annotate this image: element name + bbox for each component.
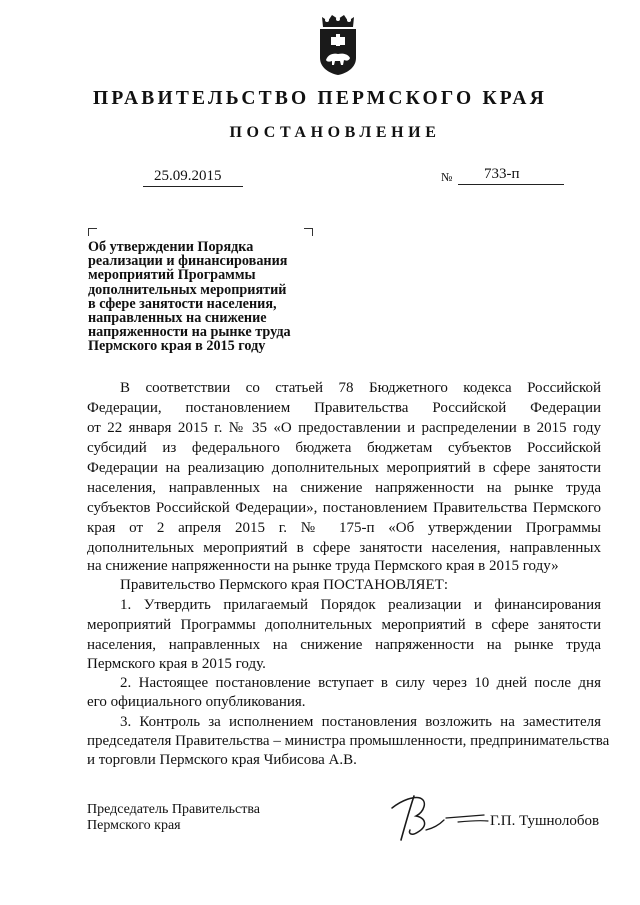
signatory-name: Г.П. Тушнолобов	[490, 813, 600, 829]
subject-corner-mark-left	[88, 228, 97, 236]
subject-line: дополнительных мероприятий	[88, 281, 287, 298]
preamble-line: субъектов Российской Федерации», постановлением Правительства Пермского	[87, 500, 601, 516]
handwritten-signature	[384, 784, 494, 844]
subject-line: реализации и финансирования	[88, 253, 288, 270]
government-title: ПРАВИТЕЛЬСТВО ПЕРМСКОГО КРАЯ	[93, 88, 547, 109]
coat-of-arms-emblem	[316, 14, 360, 76]
subject-line: мероприятий Программы	[88, 267, 256, 284]
number-sign: №	[441, 170, 453, 184]
subject-line: Об утверждении Порядка	[88, 239, 254, 255]
item-1-line: Пермского края в 2015 году.	[87, 656, 266, 672]
date-underline	[143, 186, 243, 187]
item-1-line: мероприятий Программы дополнительных мероприятий в сфере занятости	[87, 617, 601, 633]
subject-line: в сфере занятости населения,	[88, 295, 277, 312]
signatory-position-line: Пермского края	[87, 817, 181, 833]
signatory-position-line: Председатель Правительства	[87, 802, 260, 817]
preamble-line: субсидий из федерального бюджета бюджетам субъектов Российской	[87, 440, 601, 456]
preamble-line: края от 2 апреля 2015 г. № 175-п «Об утверждении Программы	[87, 520, 601, 536]
document-date: 25.09.2015	[154, 168, 222, 184]
item-3-line: председателя Правительства – министра промышленности, предпринимательства	[87, 733, 610, 749]
item-3-line: 3. Контроль за исполнением постановления возложить на заместителя	[120, 714, 601, 730]
item-3-line: и торговли Пермского края Чибисова А.В.	[87, 752, 357, 768]
document-type: ПОСТАНОВЛЕНИЕ	[229, 124, 441, 141]
preamble-line: населения, направленных на снижение напряженности на рынке труда	[87, 480, 601, 496]
number-underline	[458, 184, 564, 185]
item-2-line: его официального опубликования.	[87, 694, 306, 710]
preamble-line: Федерации на реализацию дополнительных мероприятий в сфере занятости	[87, 460, 601, 476]
subject-corner-mark-right	[304, 228, 313, 236]
item-1-line: населения, направленных на снижение напряженности на рынке труда	[87, 637, 601, 653]
preamble-line: В соответствии со статьей 78 Бюджетного кодекса Российской	[120, 380, 601, 396]
preamble-line: дополнительных мероприятий в сфере занятости населения, направленных	[87, 540, 601, 556]
preamble-line: от 22 января 2015 г. № 35 «О предоставлении и распределении в 2015 году	[87, 420, 601, 436]
document-number: 733-п	[484, 166, 520, 182]
preamble-line: Федерации, постановлением Правительства Российской Федерации	[87, 400, 601, 416]
signatory-position	[87, 802, 260, 833]
resolves-line: Правительство Пермского края ПОСТАНОВЛЯЕТ:	[120, 577, 449, 593]
subject-line: направленных на снижение	[88, 310, 267, 327]
document-subject	[88, 240, 328, 354]
subject-line: напряженности на рынке труда	[88, 324, 291, 341]
item-2-line: 2. Настоящее постановление вступает в силу через 10 дней после дня	[120, 675, 601, 691]
preamble-line: на снижение напряженности на рынке труда Пермского края в 2015 году»	[87, 558, 559, 574]
subject-line: Пермского края в 2015 году	[88, 338, 266, 355]
item-1-line: 1. Утвердить прилагаемый Порядок реализации и финансирования	[120, 597, 601, 613]
